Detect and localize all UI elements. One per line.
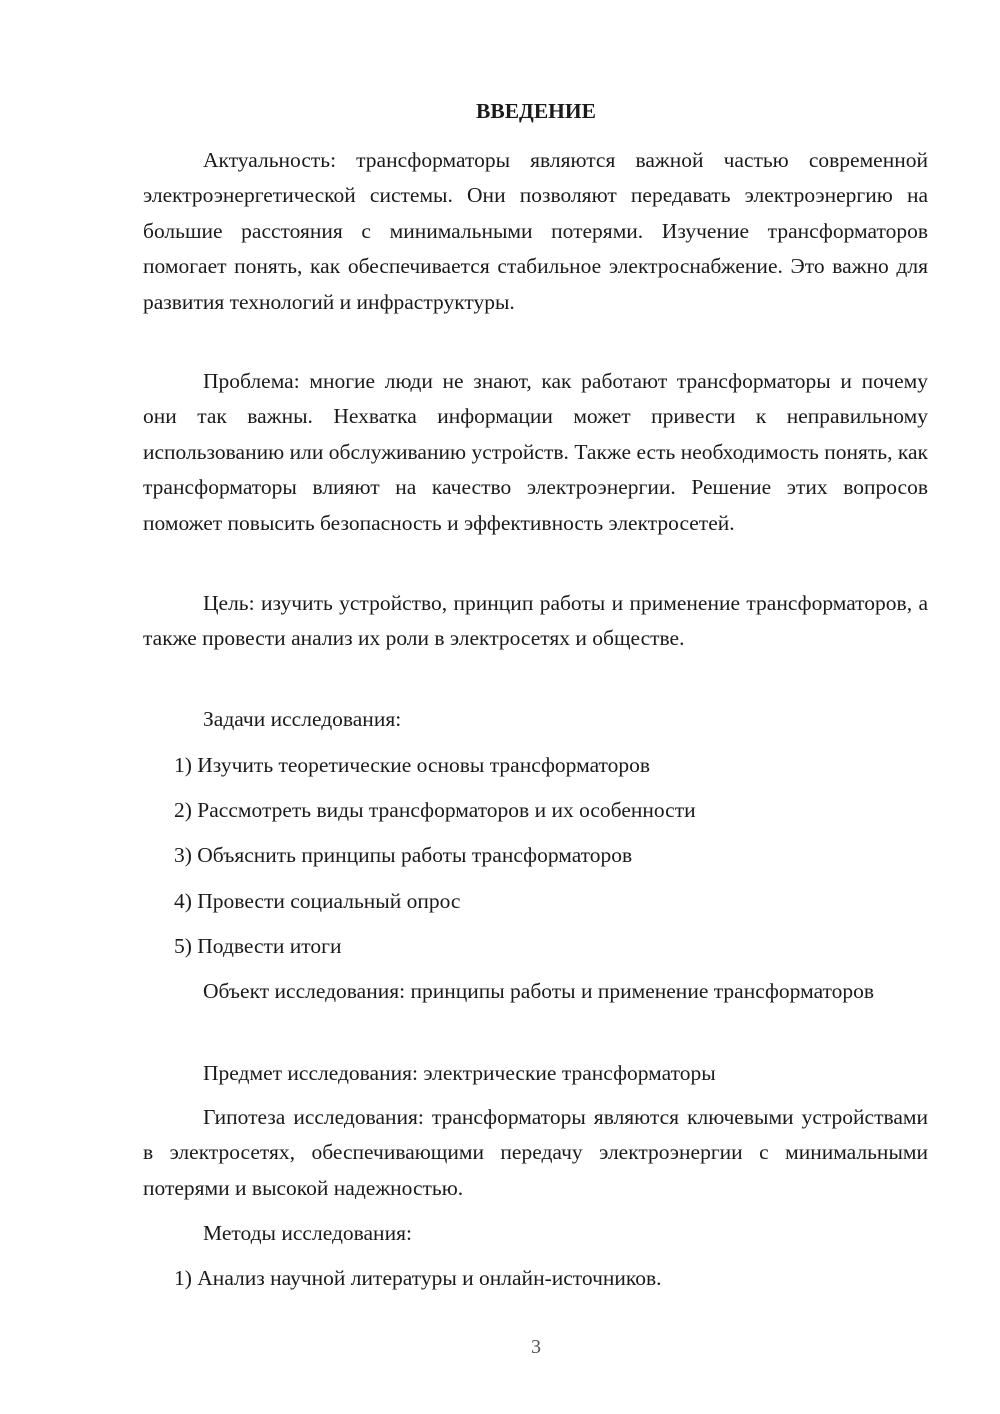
method-item: 1) Анализ научной литературы и онлайн-источников. [174,1266,662,1290]
relevance-paragraph: Актуальность: трансформаторы являются важной частью современной электроэнергетической системы. Они позволяют передавать электроэнергию на большие расстояния с минимальными потерями. Изучение трансформаторов помогает понять, как обеспечивается стабильное электроснабжение. Это важно для развития технологий и инфраструктуры. [143,148,928,314]
task-item: 2) Рассмотреть виды трансформаторов и их особенности [174,798,696,822]
task-item: 1) Изучить теоретические основы трансформаторов [174,753,651,777]
task-item: 4) Провести социальный опрос [174,889,461,913]
task-item: 3) Объяснить принципы работы трансформаторов [174,843,633,867]
tasks-heading: Задачи исследования: [203,707,402,731]
hypothesis-paragraph: Гипотеза исследования: трансформаторы являются ключевыми устройствами в электросетях, обеспечивающими передачу электроэнергии с минимальными потерями и высокой надежностью. [143,1105,928,1200]
subject-line: Предмет исследования: электрические трансформаторы [203,1061,716,1085]
problem-paragraph: Проблема: многие люди не знают, как работают трансформаторы и почему они так важны. Нехватка информации может привести к неправильному использованию или обслуживанию устройств. Также есть необходимость понять, как трансформаторы влияют на качество электроэнергии. Решение этих вопросов поможет повысить безопасность и эффективность электросетей. [143,369,928,535]
task-item: 5) Подвести итоги [174,934,342,958]
methods-heading: Методы исследования: [203,1221,412,1245]
object-paragraph: Объект исследования: принципы работы и применение трансформаторов [203,979,875,1003]
goal-paragraph: Цель: изучить устройство, принцип работы и применение трансформаторов, а также провести анализ их роли в электросетях и обществе. [143,591,928,651]
section-title: ВВЕДЕНИЕ [476,99,596,123]
page-number: 3 [531,1336,541,1358]
